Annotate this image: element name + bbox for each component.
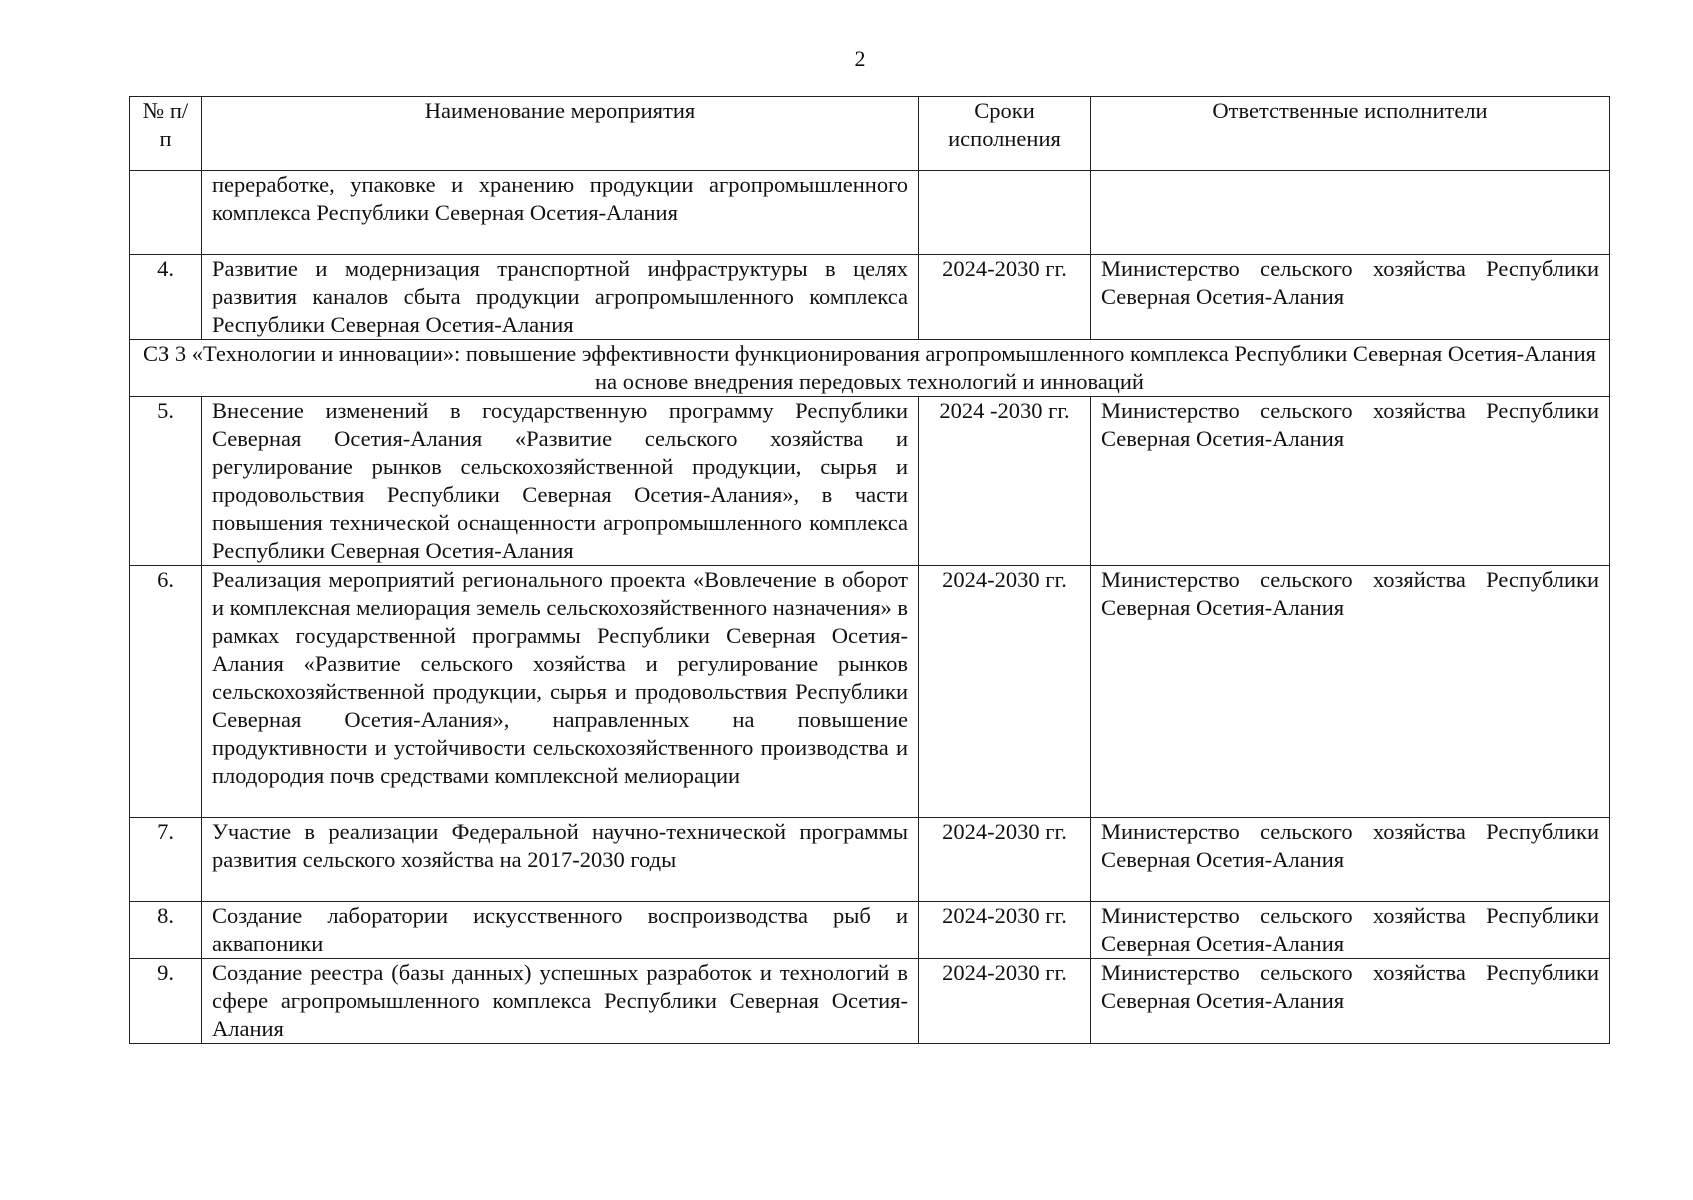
header-resp: Ответственные исполнители bbox=[1091, 97, 1610, 171]
row-name: Создание лаборатории искусственного воспроизводства рыб и аквапоники bbox=[202, 902, 919, 959]
table-header-row bbox=[130, 97, 1610, 171]
table-row bbox=[130, 959, 1610, 1044]
row-name: Реализация мероприятий регионального проекта «Вовлечение в оборот и комплексная мелиорация земель сельскохозяйственного назначения» в рамках государственной программы Республики Северная Осетия-Алания «Развитие сельского хозяйства и регулирование рынков сельскохозяйственной продукции, сырья и продовольствия Республики Северная Осетия-Алания», направленных на повышение продуктивности и устойчивости сельскохозяйственного производства и плодородия почв средствами комплексной мелиорации bbox=[202, 566, 919, 818]
row-resp: Министерство сельского хозяйства Республики Северная Осетия-Алания bbox=[1091, 818, 1610, 902]
section-title: СЗ 3 «Технологии и инновации»: повышение эффективности функционирования агропромышленного комплекса Республики Северная Осетия-Алания на основе внедрения передовых технологий и инноваций bbox=[130, 340, 1610, 397]
row-term: 2024-2030 гг. bbox=[919, 818, 1091, 902]
row-num: 4. bbox=[130, 255, 202, 340]
row-num: 5. bbox=[130, 397, 202, 566]
row-name: Участие в реализации Федеральной научно-технической программы развития сельского хозяйства на 2017-2030 годы bbox=[202, 818, 919, 902]
section-row bbox=[130, 340, 1610, 397]
row-resp: Министерство сельского хозяйства Республики Северная Осетия-Алания bbox=[1091, 255, 1610, 340]
header-num: № п/п bbox=[130, 97, 202, 171]
row-num: 6. bbox=[130, 566, 202, 818]
row-num bbox=[130, 171, 202, 255]
row-num: 8. bbox=[130, 902, 202, 959]
row-resp: Министерство сельского хозяйства Республики Северная Осетия-Алания bbox=[1091, 959, 1610, 1044]
row-term: 2024-2030 гг. bbox=[919, 566, 1091, 818]
page-number: 2 bbox=[854, 46, 866, 71]
table-row bbox=[130, 566, 1610, 818]
row-resp: Министерство сельского хозяйства Республики Северная Осетия-Алания bbox=[1091, 902, 1610, 959]
row-term: 2024-2030 гг. bbox=[919, 959, 1091, 1044]
table-row bbox=[130, 255, 1610, 340]
row-name: Развитие и модернизация транспортной инфраструктуры в целях развития каналов сбыта продукции агропромышленного комплекса Республики Северная Осетия-Алания bbox=[202, 255, 919, 340]
row-name: Внесение изменений в государственную программу Республики Северная Осетия-Алания «Развитие сельского хозяйства и регулирование рынков сельскохозяйственной продукции, сырья и продовольствия Республики Северная Осетия-Алания», в части повышения технической оснащенности агропромышленного комплекса Республики Северная Осетия-Алания bbox=[202, 397, 919, 566]
row-name: переработке, упаковке и хранению продукции агропромышленного комплекса Республики Северная Осетия-Алания bbox=[202, 171, 919, 255]
row-num: 9. bbox=[130, 959, 202, 1044]
row-name: Создание реестра (базы данных) успешных разработок и технологий в сфере агропромышленного комплекса Республики Северная Осетия-Алания bbox=[202, 959, 919, 1044]
table-row bbox=[130, 818, 1610, 902]
header-term: Сроки исполнения bbox=[919, 97, 1091, 171]
header-name: Наименование мероприятия bbox=[202, 97, 919, 171]
table-row bbox=[130, 902, 1610, 959]
table-row bbox=[130, 397, 1610, 566]
row-term: 2024-2030 гг. bbox=[919, 255, 1091, 340]
row-resp: Министерство сельского хозяйства Республики Северная Осетия-Алания bbox=[1091, 566, 1610, 818]
row-resp: Министерство сельского хозяйства Республики Северная Осетия-Алания bbox=[1091, 397, 1610, 566]
table-row-continuation bbox=[130, 171, 1610, 255]
row-num: 7. bbox=[130, 818, 202, 902]
row-resp bbox=[1091, 171, 1610, 255]
row-term: 2024 -2030 гг. bbox=[919, 397, 1091, 566]
row-term bbox=[919, 171, 1091, 255]
measures-table bbox=[129, 96, 1610, 1044]
row-term: 2024-2030 гг. bbox=[919, 902, 1091, 959]
